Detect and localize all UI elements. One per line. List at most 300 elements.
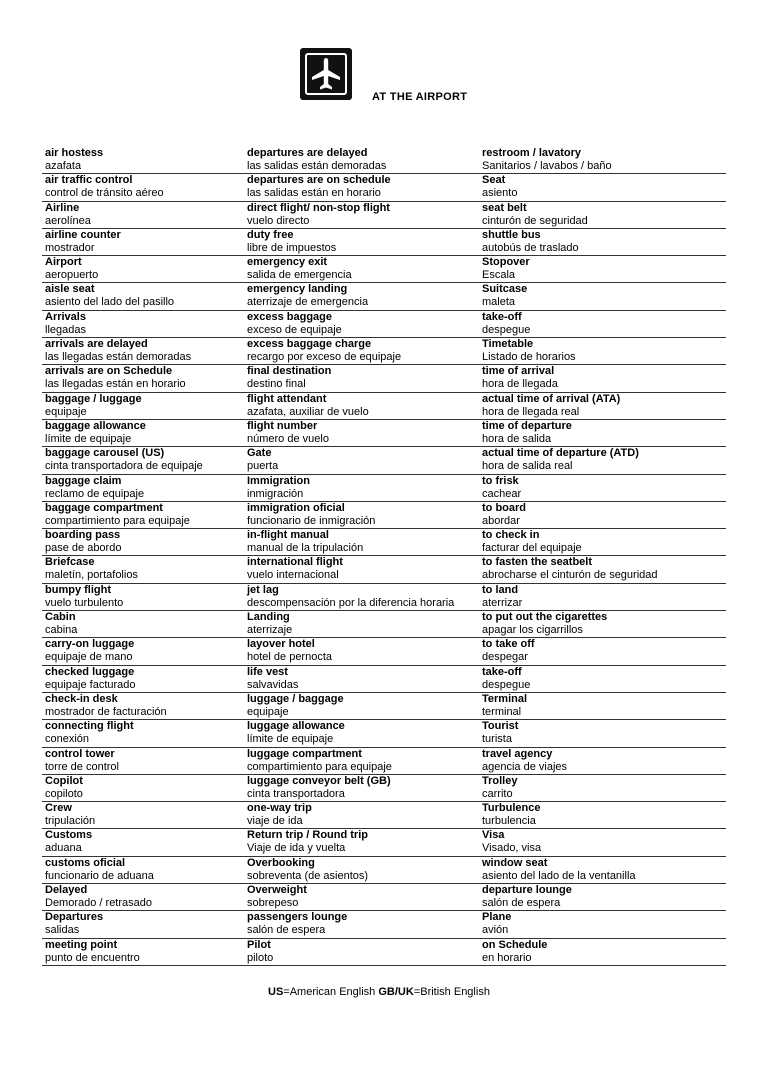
us-abbreviation: US: [268, 986, 284, 998]
spanish-translation: Visado, visa: [482, 842, 542, 855]
english-term: checked luggage: [45, 665, 135, 678]
spanish-translation: hora de llegada: [482, 378, 558, 391]
english-term: time of departure: [482, 419, 572, 432]
spanish-translation: equipaje: [247, 705, 289, 718]
vocab-cell: [479, 775, 726, 801]
vocab-cell: [479, 202, 726, 228]
spanish-translation: cinta transportadora de equipaje: [45, 460, 203, 473]
english-term: Trolley: [482, 774, 518, 787]
english-term: Gate: [247, 447, 272, 460]
spanish-translation: mostrador de facturación: [45, 705, 167, 718]
vocab-cell: [42, 229, 244, 255]
vocab-cell: [479, 829, 726, 855]
english-term: in-flight manual: [247, 529, 329, 542]
spanish-translation: hora de salida real: [482, 460, 573, 473]
spanish-translation: cachear: [482, 487, 522, 500]
table-row: [42, 529, 726, 556]
spanish-translation: tripulación: [45, 815, 96, 828]
vocab-cell: [244, 611, 479, 637]
spanish-translation: viaje de ida: [247, 815, 303, 828]
spanish-translation: sobreventa (de asientos): [247, 869, 369, 882]
vocab-cell: [244, 256, 479, 282]
spanish-translation: autobús de traslado: [482, 241, 579, 254]
page-title: AT THE AIRPORT: [372, 91, 468, 103]
spanish-translation: facturar del equipaje: [482, 542, 582, 555]
table-row: [42, 829, 726, 856]
spanish-translation: llegadas: [45, 323, 86, 336]
spanish-translation: cinta transportadora: [247, 787, 345, 800]
spanish-translation: las llegadas están en horario: [45, 378, 186, 391]
vocab-cell: [479, 693, 726, 719]
spanish-translation: vuelo internacional: [247, 569, 339, 582]
english-term: Terminal: [482, 692, 528, 705]
spanish-translation: asiento del lado de la ventanilla: [482, 869, 636, 882]
english-term: to frisk: [482, 474, 519, 487]
table-row: [42, 229, 726, 256]
vocab-cell: [42, 911, 244, 937]
spanish-translation: aduana: [45, 842, 82, 855]
spanish-translation: avión: [482, 924, 509, 937]
uk-abbreviation: UK: [397, 986, 414, 998]
spanish-translation: número de vuelo: [247, 432, 329, 445]
english-term: check-in desk: [45, 692, 118, 705]
gb-description: =British English: [413, 986, 490, 998]
english-term: emergency landing: [247, 283, 348, 296]
english-term: departures are delayed: [247, 147, 368, 159]
vocab-cell: [479, 748, 726, 774]
vocab-cell: [244, 638, 479, 664]
vocab-cell: [42, 420, 244, 446]
english-term: Airline: [45, 201, 80, 214]
vocab-cell: [244, 529, 479, 555]
us-description: =American English: [283, 986, 379, 998]
table-row: [42, 748, 726, 775]
table-row: [42, 556, 726, 583]
english-term: actual time of arrival (ATA): [482, 392, 621, 405]
spanish-translation: turista: [482, 733, 512, 746]
vocab-cell: [42, 475, 244, 501]
english-term: Departures: [45, 911, 104, 924]
english-term: Customs: [45, 829, 93, 842]
spanish-translation: equipaje de mano: [45, 651, 133, 664]
english-term: to check in: [482, 529, 540, 542]
vocab-cell: [479, 857, 726, 883]
english-term: air traffic control: [45, 174, 133, 187]
english-term: Tourist: [482, 720, 519, 733]
spanish-translation: abrocharse el cinturón de seguridad: [482, 569, 658, 582]
spanish-translation: aeropuerto: [45, 269, 99, 282]
spanish-translation: copiloto: [45, 787, 83, 800]
english-term: Copilot: [45, 774, 83, 787]
english-term: international flight: [247, 556, 343, 569]
spanish-translation: descompensación por la diferencia horaria: [247, 596, 455, 609]
vocab-cell: [479, 147, 726, 173]
vocab-cell: [479, 502, 726, 528]
english-term: aisle seat: [45, 283, 95, 296]
english-term: Immigration: [247, 474, 310, 487]
vocab-cell: [244, 147, 479, 173]
english-term: immigration oficial: [247, 501, 345, 514]
english-term: flight number: [247, 419, 318, 432]
english-term: Overbooking: [247, 856, 315, 869]
spanish-translation: terminal: [482, 705, 522, 718]
spanish-translation: maletín, portafolios: [45, 569, 138, 582]
english-term: life vest: [247, 665, 288, 678]
vocab-cell: [244, 857, 479, 883]
english-term: Delayed: [45, 884, 88, 897]
english-term: Stopover: [482, 256, 530, 269]
spanish-translation: inmigración: [247, 487, 304, 500]
spanish-translation: cabina: [45, 624, 78, 637]
english-term: to fasten the seatbelt: [482, 556, 593, 569]
spanish-translation: exceso de equipaje: [247, 323, 342, 336]
spanish-translation: hotel de pernocta: [247, 651, 333, 664]
english-term: layover hotel: [247, 638, 315, 651]
vocab-cell: [42, 584, 244, 610]
vocab-cell: [244, 584, 479, 610]
spanish-translation: torre de control: [45, 760, 119, 773]
table-row: [42, 338, 726, 365]
spanish-translation: turbulencia: [482, 815, 536, 828]
spanish-translation: equipaje: [45, 405, 87, 418]
vocab-cell: [479, 447, 726, 473]
english-term: shuttle bus: [482, 228, 541, 241]
table-row: [42, 174, 726, 201]
english-term: airline counter: [45, 228, 121, 241]
spanish-translation: asiento del lado del pasillo: [45, 296, 175, 309]
spanish-translation: despegar: [482, 651, 528, 664]
vocab-cell: [479, 666, 726, 692]
english-term: luggage / baggage: [247, 692, 344, 705]
spanish-translation: conexión: [45, 733, 90, 746]
english-term: Suitcase: [482, 283, 528, 296]
spanish-translation: despegue: [482, 678, 531, 691]
spanish-translation: piloto: [247, 951, 274, 964]
spanish-translation: Escala: [482, 269, 516, 282]
vocab-cell: [42, 338, 244, 364]
spanish-translation: sobrepeso: [247, 897, 299, 910]
vocab-cell: [479, 365, 726, 391]
english-term: luggage compartment: [247, 747, 362, 760]
vocab-cell: [244, 775, 479, 801]
vocab-cell: [42, 283, 244, 309]
english-term: Turbulence: [482, 802, 541, 815]
english-term: baggage / luggage: [45, 392, 142, 405]
vocab-cell: [479, 283, 726, 309]
english-term: take-off: [482, 665, 522, 678]
vocab-cell: [42, 829, 244, 855]
english-term: Seat: [482, 174, 506, 187]
spanish-translation: carrito: [482, 787, 513, 800]
spanish-translation: azafata: [45, 160, 82, 172]
english-term: Return trip / Round trip: [247, 829, 368, 842]
spanish-translation: punto de encuentro: [45, 951, 140, 964]
gb-abbreviation: GB: [378, 986, 395, 998]
vocab-cell: [244, 202, 479, 228]
spanish-translation: agencia de viajes: [482, 760, 568, 773]
vocab-cell: [42, 147, 244, 173]
spanish-translation: las salidas están en horario: [247, 187, 381, 200]
english-term: Visa: [482, 829, 505, 842]
english-term: excess baggage charge: [247, 338, 372, 351]
vocab-cell: [244, 447, 479, 473]
english-term: luggage allowance: [247, 720, 345, 733]
english-term: excess baggage: [247, 310, 332, 323]
spanish-translation: destino final: [247, 378, 306, 391]
vocab-cell: [479, 393, 726, 419]
vocab-cell: [244, 802, 479, 828]
spanish-translation: Listado de horarios: [482, 351, 576, 364]
vocab-cell: [244, 666, 479, 692]
table-row: [42, 283, 726, 310]
spanish-translation: reclamo de equipaje: [45, 487, 145, 500]
spanish-translation: vuelo turbulento: [45, 596, 124, 609]
vocab-cell: [479, 256, 726, 282]
english-term: Overweight: [247, 884, 307, 897]
vocabulary-table: [42, 147, 726, 966]
vocab-cell: [479, 529, 726, 555]
vocab-cell: [42, 775, 244, 801]
spanish-translation: aterrizaje de emergencia: [247, 296, 369, 309]
vocab-cell: [479, 720, 726, 746]
english-term: to take off: [482, 638, 535, 651]
spanish-translation: hora de salida: [482, 432, 552, 445]
table-row: [42, 502, 726, 529]
english-term: carry-on luggage: [45, 638, 135, 651]
spanish-translation: asiento: [482, 187, 518, 200]
spanish-translation: control de tránsito aéreo: [45, 187, 164, 200]
spanish-translation: hora de llegada real: [482, 405, 580, 418]
table-row: [42, 884, 726, 911]
table-row: [42, 365, 726, 392]
vocab-cell: [244, 174, 479, 200]
spanish-translation: mostrador: [45, 241, 95, 254]
table-row: [42, 202, 726, 229]
spanish-translation: las salidas están demoradas: [247, 160, 387, 172]
english-term: Arrivals: [45, 310, 86, 323]
vocab-cell: [244, 311, 479, 337]
vocab-cell: [244, 939, 479, 965]
vocab-cell: [244, 420, 479, 446]
spanish-translation: en horario: [482, 951, 532, 964]
english-term: Pilot: [247, 938, 271, 951]
spanish-translation: compartimiento para equipaje: [45, 514, 190, 527]
spanish-translation: apagar los cigarrillos: [482, 624, 583, 637]
vocab-cell: [244, 720, 479, 746]
english-term: departures are on schedule: [247, 174, 391, 187]
english-term: jet lag: [247, 583, 279, 596]
vocab-cell: [42, 447, 244, 473]
spanish-translation: compartimiento para equipaje: [247, 760, 392, 773]
table-row: [42, 475, 726, 502]
vocab-cell: [42, 638, 244, 664]
english-term: time of arrival: [482, 365, 555, 378]
english-term: restroom / lavatory: [482, 147, 582, 159]
vocab-cell: [244, 748, 479, 774]
english-term: passengers lounge: [247, 911, 348, 924]
english-term: control tower: [45, 747, 115, 760]
english-term: air hostess: [45, 147, 104, 159]
spanish-translation: aerolínea: [45, 214, 91, 227]
slash-separator: /: [394, 986, 398, 998]
vocab-cell: [479, 611, 726, 637]
english-term: actual time of departure (ATD): [482, 447, 639, 460]
table-row: [42, 447, 726, 474]
vocab-cell: [42, 611, 244, 637]
footer-legend: [268, 986, 490, 998]
vocab-cell: [479, 420, 726, 446]
vocab-cell: [479, 939, 726, 965]
vocab-cell: [479, 911, 726, 937]
vocab-cell: [42, 256, 244, 282]
spanish-translation: funcionario de aduana: [45, 869, 154, 882]
vocab-cell: [42, 939, 244, 965]
english-term: connecting flight: [45, 720, 134, 733]
table-row: [42, 611, 726, 638]
vocab-cell: [479, 338, 726, 364]
spanish-translation: manual de la tripulación: [247, 542, 364, 555]
table-row: [42, 775, 726, 802]
spanish-translation: salida de emergencia: [247, 269, 352, 282]
vocab-cell: [244, 338, 479, 364]
spanish-translation: límite de equipaje: [247, 733, 334, 746]
spanish-translation: aterrizaje: [247, 624, 293, 637]
spanish-translation: Sanitarios / lavabos / baño: [482, 160, 612, 172]
vocab-cell: [42, 393, 244, 419]
vocab-cell: [42, 748, 244, 774]
vocab-cell: [42, 502, 244, 528]
spanish-translation: funcionario de inmigración: [247, 514, 376, 527]
table-row: [42, 147, 726, 174]
spanish-translation: salón de espera: [247, 924, 326, 937]
vocab-cell: [244, 556, 479, 582]
english-term: on Schedule: [482, 938, 548, 951]
english-term: departure lounge: [482, 884, 572, 897]
vocab-cell: [244, 475, 479, 501]
vocab-cell: [479, 584, 726, 610]
vocab-cell: [244, 911, 479, 937]
english-term: customs oficial: [45, 856, 126, 869]
english-term: baggage claim: [45, 474, 122, 487]
english-term: to put out the cigarettes: [482, 611, 608, 624]
english-term: boarding pass: [45, 529, 121, 542]
english-term: direct flight/ non-stop flight: [247, 201, 390, 214]
english-term: arrivals are on Schedule: [45, 365, 173, 378]
english-term: one-way trip: [247, 802, 312, 815]
vocab-cell: [42, 802, 244, 828]
airplane-icon: [300, 48, 352, 100]
spanish-translation: equipaje facturado: [45, 678, 136, 691]
table-row: [42, 911, 726, 938]
vocab-cell: [244, 229, 479, 255]
vocab-cell: [244, 365, 479, 391]
vocab-cell: [479, 884, 726, 910]
table-row: [42, 393, 726, 420]
table-row: [42, 666, 726, 693]
vocab-cell: [244, 693, 479, 719]
spanish-translation: Demorado / retrasado: [45, 897, 152, 910]
spanish-translation: salvavidas: [247, 678, 299, 691]
table-row: [42, 311, 726, 338]
english-term: Airport: [45, 256, 82, 269]
vocab-cell: [42, 693, 244, 719]
vocab-cell: [42, 884, 244, 910]
vocab-cell: [479, 174, 726, 200]
english-term: Landing: [247, 611, 290, 624]
table-row: [42, 939, 726, 966]
table-row: [42, 802, 726, 829]
table-row: [42, 693, 726, 720]
table-row: [42, 420, 726, 447]
vocab-cell: [42, 720, 244, 746]
vocab-cell: [479, 475, 726, 501]
english-term: take-off: [482, 310, 522, 323]
spanish-translation: salidas: [45, 924, 80, 937]
table-row: [42, 638, 726, 665]
spanish-translation: libre de impuestos: [247, 241, 337, 254]
vocab-cell: [479, 802, 726, 828]
vocab-cell: [479, 229, 726, 255]
table-row: [42, 857, 726, 884]
spanish-translation: vuelo directo: [247, 214, 310, 227]
english-term: to board: [482, 501, 526, 514]
english-term: final destination: [247, 365, 332, 378]
english-term: travel agency: [482, 747, 553, 760]
spanish-translation: recargo por exceso de equipaje: [247, 351, 402, 364]
spanish-translation: maleta: [482, 296, 516, 309]
spanish-translation: límite de equipaje: [45, 432, 132, 445]
spanish-translation: puerta: [247, 460, 279, 473]
vocab-cell: [42, 174, 244, 200]
english-term: Crew: [45, 802, 72, 815]
vocab-cell: [42, 857, 244, 883]
spanish-translation: cinturón de seguridad: [482, 214, 588, 227]
vocab-cell: [42, 666, 244, 692]
vocab-cell: [42, 202, 244, 228]
english-term: duty free: [247, 228, 294, 241]
spanish-translation: pase de abordo: [45, 542, 122, 555]
english-term: emergency exit: [247, 256, 328, 269]
english-term: luggage conveyor belt (GB): [247, 774, 391, 787]
vocab-cell: [244, 393, 479, 419]
vocab-cell: [244, 884, 479, 910]
english-term: flight attendant: [247, 392, 327, 405]
english-term: baggage allowance: [45, 419, 146, 432]
spanish-translation: las llegadas están demoradas: [45, 351, 192, 364]
spanish-translation: Viaje de ida y vuelta: [247, 842, 346, 855]
spanish-translation: despegue: [482, 323, 531, 336]
spanish-translation: azafata, auxiliar de vuelo: [247, 405, 369, 418]
spanish-translation: abordar: [482, 514, 520, 527]
english-term: seat belt: [482, 201, 527, 214]
english-term: Briefcase: [45, 556, 95, 569]
english-term: meeting point: [45, 938, 118, 951]
spanish-translation: salón de espera: [482, 897, 561, 910]
table-row: [42, 256, 726, 283]
english-term: baggage compartment: [45, 501, 163, 514]
vocab-cell: [42, 365, 244, 391]
spanish-translation: aterrizar: [482, 596, 523, 609]
english-term: arrivals are delayed: [45, 338, 148, 351]
vocab-cell: [42, 529, 244, 555]
vocab-cell: [42, 311, 244, 337]
english-term: baggage carousel (US): [45, 447, 165, 460]
vocab-cell: [244, 283, 479, 309]
english-term: Timetable: [482, 338, 534, 351]
english-term: Cabin: [45, 611, 76, 624]
english-term: window seat: [482, 856, 548, 869]
english-term: Plane: [482, 911, 512, 924]
